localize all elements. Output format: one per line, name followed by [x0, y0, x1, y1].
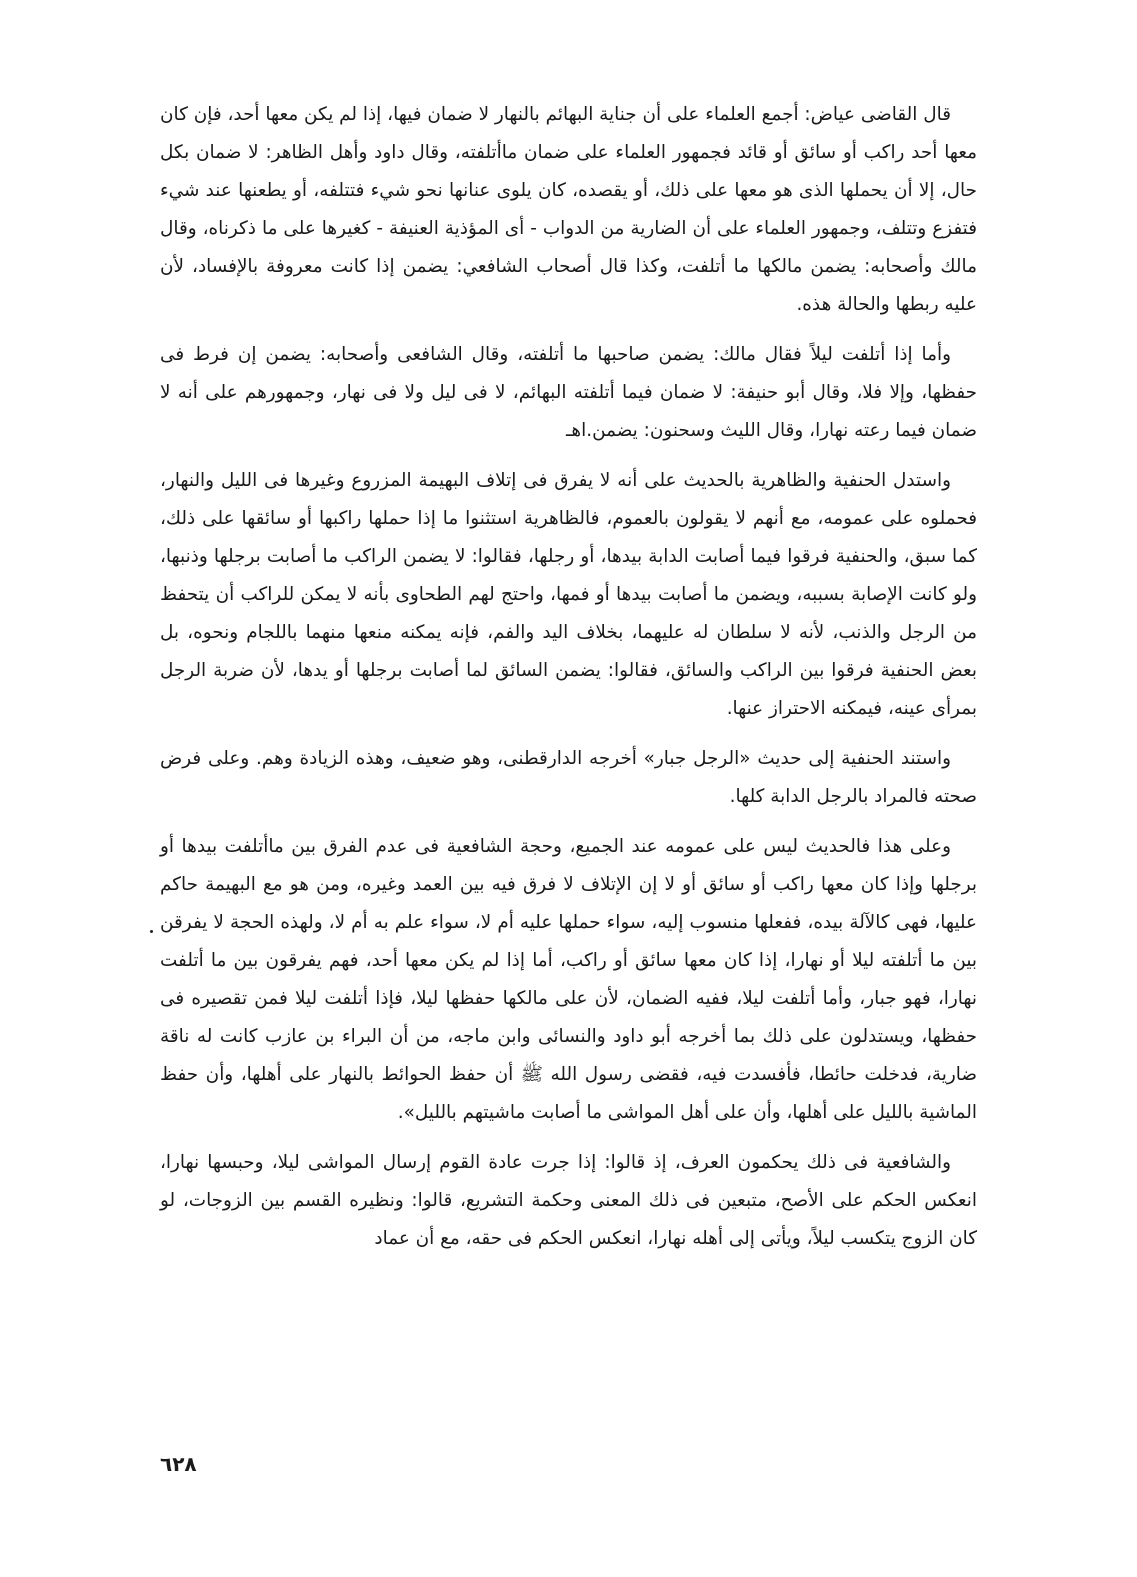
paragraph: واستدل الحنفية والظاهرية بالحديث على أنه لا يفرق فى إتلاف البهيمة المزروع وغيرها فى الليل والنهار، فحملوه على عمومه، مع أنهم لا يقولون بالعموم، فالظاهرية استثنوا ما إذا حملها راكبها أو سائقها على ذلك، كما سبق، والحنفية فرقوا فيما أصابت الدابة بيدها، أو رجلها، فقالوا: لا يضمن الراكب ما أصابت برجلها وذنبها، ولو كانت الإصابة بسببه، ويضمن ما أصابت بيدها أو فمها، واحتج لهم الطحاوى بأنه لا يمكن للراكب أن يتحفظ من الرجل والذنب، لأنه لا سلطان له عليهما، بخلاف اليد والفم، فإنه يمكنه منعها منهما باللجام ونحوه، بل بعض الحنفية فرقوا بين الراكب والسائق، فقالوا: يضمن السائق لما أصابت برجلها أو يدها، لأن ضربة الرجل بمرأى عينه، فيمكنه الاحتراز عنها. — [160, 470, 977, 719]
print-speck — [150, 930, 153, 933]
paragraph: قال القاضى عياض: أجمع العلماء على أن جناية البهائم بالنهار لا ضمان فيها، إذا لم يكن معها أحد، فإن كان معها أحد راكب أو سائق أو قائد فجمهور العلماء على ضمان ماأتلفته، وقال داود وأهل الظاهر: لا ضمان بكل حال، إلا أن يحملها الذى هو معها على ذلك، أو يقصده، كان يلوى عنانها نحو شيء فتتلفه، أو يطعنها عند شيء فتفزع وتتلف، وجمهور العلماء على أن الضارية من الدواب - أى المؤذية العنيفة - كغيرها على ما ذكرناه، وقال مالك وأصحابه: يضمن مالكها ما أتلفت، وكذا قال أصحاب الشافعي: يضمن إذا كانت معروفة بالإفساد، لأن عليه ربطها والحالة هذه. — [160, 104, 977, 315]
paragraph: واستند الحنفية إلى حديث «الرجل جبار» أخرجه الدارقطنى، وهو ضعيف، وهذه الزيادة وهم. وعلى فرض صحته فالمراد بالرجل الدابة كلها. — [160, 748, 977, 807]
page-number: ٦٢٨ — [160, 1452, 197, 1476]
paragraph: وعلى هذا فالحديث ليس على عمومه عند الجميع، وحجة الشافعية فى عدم الفرق بين ماأتلفت بيدها أو برجلها وإذا كان معها راكب أو سائق أو لا إن الإتلاف لا فرق فيه بين العمد وغيره، ومن هو مع البهيمة حاكم عليها، فهى كالآلة بيده، ففعلها منسوب إليه، سواء حملها عليه أم لا، سواء علم به أم لا، ولهذه الحجة لا يفرقن بين ما أتلفته ليلا أو نهارا، إذا كان معها سائق أو راكب، أما إذا لم يكن معها أحد، فهم يفرقون بين ما أتلفت نهارا، فهو جبار، وأما أتلفت ليلا، ففيه الضمان، لأن على مالكها حفظها ليلا، فإذا أتلفت ليلا فمن تقصيره فى حفظها، ويستدلون على ذلك بما أخرجه أبو داود والنسائى وابن ماجه، من أن البراء بن عازب كانت له ناقة ضارية، فدخلت حائطا، فأفسدت فيه، فقضى رسول الله ﷺ أن حفظ الحوائط بالنهار على أهلها، وأن حفظ الماشية بالليل على أهلها، وأن على أهل المواشى ما أصابت ماشيتهم بالليل». — [160, 836, 977, 1123]
paragraph: وأما إذا أتلفت ليلاً فقال مالك: يضمن صاحبها ما أتلفته، وقال الشافعى وأصحابه: يضمن إن فرط فى حفظها، وإلا فلا، وقال أبو حنيفة: لا ضمان فيما أتلفته البهائم، لا فى ليل ولا فى نهار، وجمهورهم على أنه لا ضمان فيما رعته نهارا، وقال الليث وسحنون: يضمن.اهـ — [160, 344, 977, 441]
paragraph: والشافعية فى ذلك يحكمون العرف، إذ قالوا: إذا جرت عادة القوم إرسال المواشى ليلا، وحبسها نهارا، انعكس الحكم على الأصح، متبعين فى ذلك المعنى وحكمة التشريع، قالوا: ونظيره القسم بين الزوجات، لو كان الزوج يتكسب ليلاً، ويأتى إلى أهله نهارا، انعكس الحكم فى حقه، مع أن عماد — [160, 1152, 977, 1249]
body-text — [160, 96, 977, 1270]
